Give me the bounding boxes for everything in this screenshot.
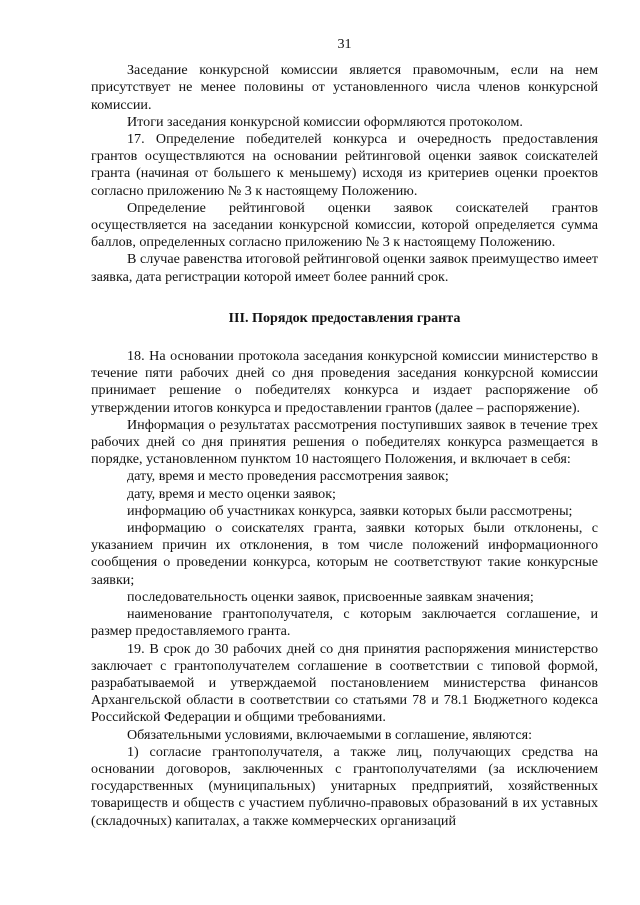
page-number: 31 [337, 36, 352, 52]
paragraph-item-18: 18. На основании протокола заседания конкурсной комиссии министерство в течение пяти рабочих дней со дня проведения заседания конкурсной комиссии принимает решение о победителях конкурса и издает распоряжение об утверждении итогов конкурса и предоставлении грантов (далее – распоряжение). [91, 348, 598, 416]
list-item-evaluation-order: последовательность оценки заявок, присвоенные заявкам значения; [127, 588, 534, 605]
list-item-evaluation-date: дату, время и место оценки заявок; [127, 485, 336, 502]
list-item-review-date: дату, время и место проведения рассмотрения заявок; [127, 468, 449, 485]
list-item-grantee: наименование грантополучателя, с которым заключается соглашение, и размер предоставляемого гранта. [91, 606, 598, 640]
paragraph-condition-1: 1) согласие грантополучателя, а также лиц, получающих средства на основании договоров, заключенных с грантополучателями (за исключением государственных (муниципальных) унитарных предприятий, хозяйственных товариществ и обществ с участием публично-правовых образований в их уставных (складочных) капиталах, а также коммерческих организаций [91, 743, 598, 829]
paragraph-protocol: Итоги заседания конкурсной комиссии оформляются протоколом. [127, 113, 523, 130]
paragraph-equal-rating: В случае равенства итоговой рейтинговой оценки заявок преимущество имеет заявка, дата регистрации которой имеет более ранний срок. [91, 251, 598, 285]
document-page [91, 36, 598, 830]
list-item-rejected: информацию о соискателях гранта, заявки которых были отклонены, с указанием причин их отклонения, в том числе положений информационного сообщения о проведении конкурса, которым не соответствуют такие конкурсные заявки; [91, 520, 598, 588]
section-heading: III. Порядок предоставления гранта [228, 309, 461, 326]
paragraph-item-19: 19. В срок до 30 рабочих дней со дня принятия распоряжения министерство заключает с грантополучателем соглашение в соответствии с типовой формой, разрабатываемой и утверждаемой постановлением министерства финансов Архангельской области в соответствии со статьями 78 и 78.1 Бюджетного кодекса Российской Федерации и общими требованиями. [91, 640, 598, 726]
paragraph-rating-evaluation: Определение рейтинговой оценки заявок соискателей грантов осуществляется на заседании конкурсной комиссии, которой определяется сумма баллов, определенных согласно приложению № 3 к настоящему Положению. [91, 199, 598, 251]
list-item-participants: информацию об участниках конкурса, заявки которых были рассмотрены; [127, 502, 573, 519]
paragraph-results-info: Информация о результатах рассмотрения поступивших заявок в течение трех рабочих дней со дня принятия решения о победителях конкурса размещается в порядке, установленном пунктом 10 настоящего Положения, и включает в себя: [91, 416, 598, 468]
paragraph-item-17: 17. Определение победителей конкурса и очередность предоставления грантов осуществляются на основании рейтинговой оценки заявок соискателей гранта (начиная от большего к меньшему) исходя из критериев оценки проектов согласно приложению № 3 к настоящему Положению. [91, 131, 598, 199]
paragraph-quorum: Заседание конкурсной комиссии является правомочным, если на нем присутствует не менее половины от установленного числа членов конкурсной комиссии. [91, 62, 598, 113]
paragraph-mandatory-conditions: Обязательными условиями, включаемыми в соглашение, являются: [127, 726, 533, 743]
